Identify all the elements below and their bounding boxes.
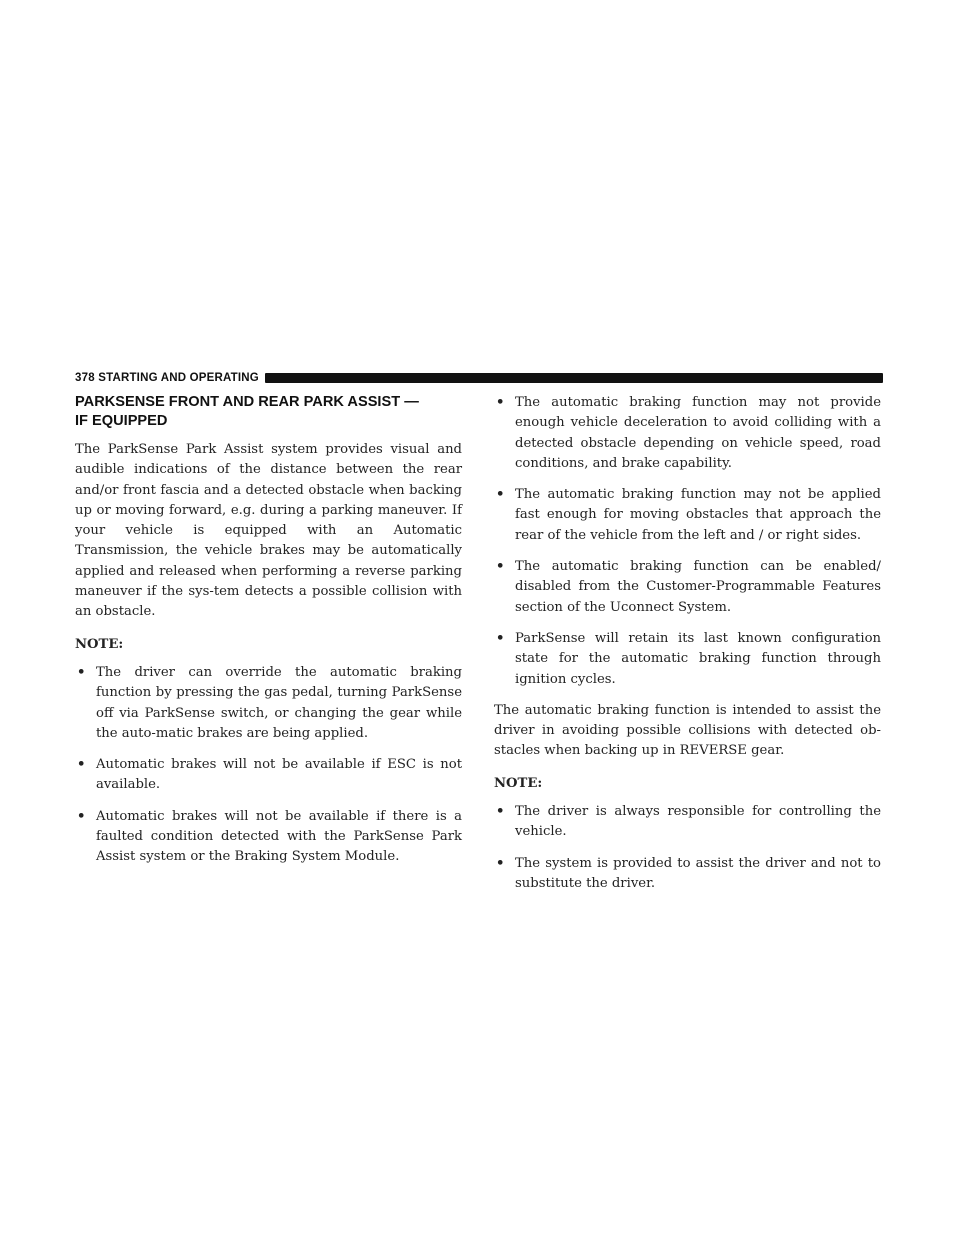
page-number: 378: [75, 372, 95, 384]
list-item: [75, 755, 462, 796]
body-paragraph: The automatic braking function is intended to assist the driver in avoiding possible collisions with detected ob-stacles when backing up in REVERSE gear.: [494, 702, 881, 759]
list-item-text: Automatic brakes will not be available if ESC is not available.: [96, 757, 462, 793]
bullet-icon: •: [496, 630, 505, 646]
bullet-icon: •: [496, 804, 505, 820]
list-item-text: The driver can override the automatic braking function by pressing the gas pedal, turning ParkSense off via ParkSense switch, or changing the gear while the auto-matic brakes are being applied.: [96, 664, 462, 741]
intro-paragraph: The ParkSense Park Assist system provides visual and audible indications of the distance between the rear and/or front fascia and a detected obstacle when backing up or moving forward, e.g. during a parking maneuver. If your vehicle is equipped with an Automatic Transmission, the vehicle brakes may be automatically applied and released when performing a reverse parking maneuver if the sys-tem detects a possible collision with an obstacle.: [75, 442, 462, 620]
bullet-icon: •: [496, 487, 505, 503]
section-name: STARTING AND OPERATING: [98, 372, 259, 384]
page-header-label: [75, 372, 259, 384]
list-item: [75, 663, 462, 744]
list-item: [494, 854, 881, 895]
list-item-text: ParkSense will retain its last known configuration state for the automatic braking function through ignition cycles.: [515, 630, 881, 687]
list-item: [494, 393, 881, 474]
list-item: [494, 802, 881, 843]
bullet-icon: •: [496, 395, 505, 410]
header-rule: [265, 373, 883, 383]
list-item: [75, 807, 462, 868]
note-bullet-list: [494, 802, 881, 894]
note-label: NOTE:: [75, 636, 124, 652]
list-item-text: Automatic brakes will not be available if there is a faulted condition detected with the ParkSense Park Assist system or the Braking System Module.: [96, 808, 462, 865]
list-item: [494, 557, 881, 618]
list-item-text: The system is provided to assist the driver and not to substitute the driver.: [515, 855, 881, 891]
list-item-text: The automatic braking function may not be applied fast enough for moving obstacles that approach the rear of the vehicle from the left and / or right sides.: [515, 487, 881, 543]
list-item-text: The automatic braking function may not provide enough vehicle deceleration to avoid colliding with a detected obstacle depending on vehicle speed, road conditions, and brake capability.: [515, 395, 881, 471]
section-title: [75, 393, 462, 431]
left-column: [75, 393, 462, 879]
note-label: NOTE:: [494, 775, 543, 791]
section-title-line-1: PARKSENSE FRONT AND REAR PARK ASSIST —: [75, 394, 419, 410]
bullet-icon: •: [496, 855, 505, 871]
bullet-icon: •: [77, 664, 86, 680]
bullet-icon: •: [77, 757, 86, 773]
right-column: [494, 393, 881, 905]
right-bullet-list: [494, 393, 881, 690]
list-item: [494, 629, 881, 690]
list-item-text: The automatic braking function can be enabled/ disabled from the Customer-Programmable Features section of the Uconnect System.: [515, 559, 881, 615]
bullet-icon: •: [496, 559, 505, 575]
list-item: [494, 485, 881, 546]
page-header: [75, 370, 883, 386]
section-title-line-2: IF EQUIPPED: [75, 413, 168, 429]
left-bullet-list: [75, 663, 462, 868]
list-item-text: The driver is always responsible for controlling the vehicle.: [515, 804, 881, 840]
bullet-icon: •: [77, 808, 86, 824]
